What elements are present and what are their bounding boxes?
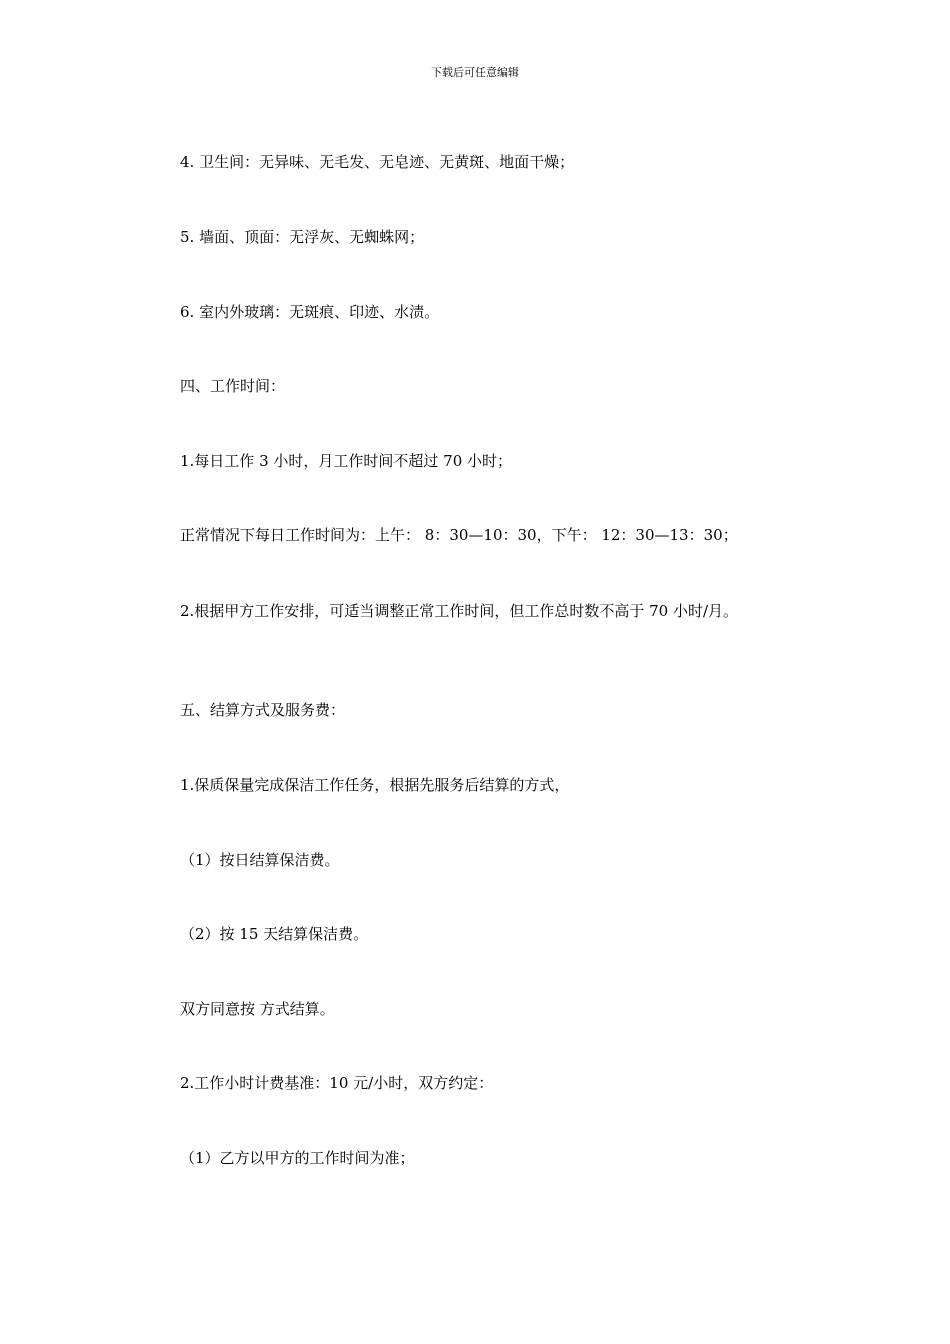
paragraph-work-time-basis: （1）乙方以甲方的工作时间为准；	[180, 1149, 415, 1167]
section-heading-work-time: 四、工作时间：	[180, 377, 286, 395]
paragraph-glass-standard: 6. 室内外玻璃：无斑痕、印迹、水渍。	[180, 303, 440, 321]
paragraph-daily-hours: 1.每日工作 3 小时，月工作时间不超过 70 小时；	[180, 452, 513, 470]
option-daily-settlement: （1）按日结算保洁费。	[180, 851, 340, 869]
page-header-note: 下载后可任意编辑	[431, 66, 519, 79]
paragraph-normal-schedule: 正常情况下每日工作时间为：上午： 8：30—10：30，下午： 12：30—13：30；	[180, 526, 738, 544]
paragraph-settlement-method: 1.保质保量完成保洁工作任务，根据先服务后结算的方式，	[180, 776, 570, 794]
paragraph-bathroom-standard: 4. 卫生间：无异味、无毛发、无皂迹、无黄斑、地面干燥；	[180, 153, 575, 171]
option-15-day-settlement: （2）按 15 天结算保洁费。	[180, 925, 369, 943]
paragraph-adjust-hours: 2.根据甲方工作安排，可适当调整正常工作时间，但工作总时数不高于 70 小时/月。	[180, 602, 738, 620]
paragraph-hourly-rate: 2.工作小时计费基准：10 元/小时，双方约定：	[180, 1074, 494, 1092]
paragraph-agreed-method: 双方同意按 方式结算。	[180, 1000, 335, 1018]
paragraph-wall-ceiling-standard: 5. 墙面、顶面：无浮灰、无蜘蛛网；	[180, 228, 425, 246]
section-heading-settlement: 五、结算方式及服务费：	[180, 701, 346, 719]
